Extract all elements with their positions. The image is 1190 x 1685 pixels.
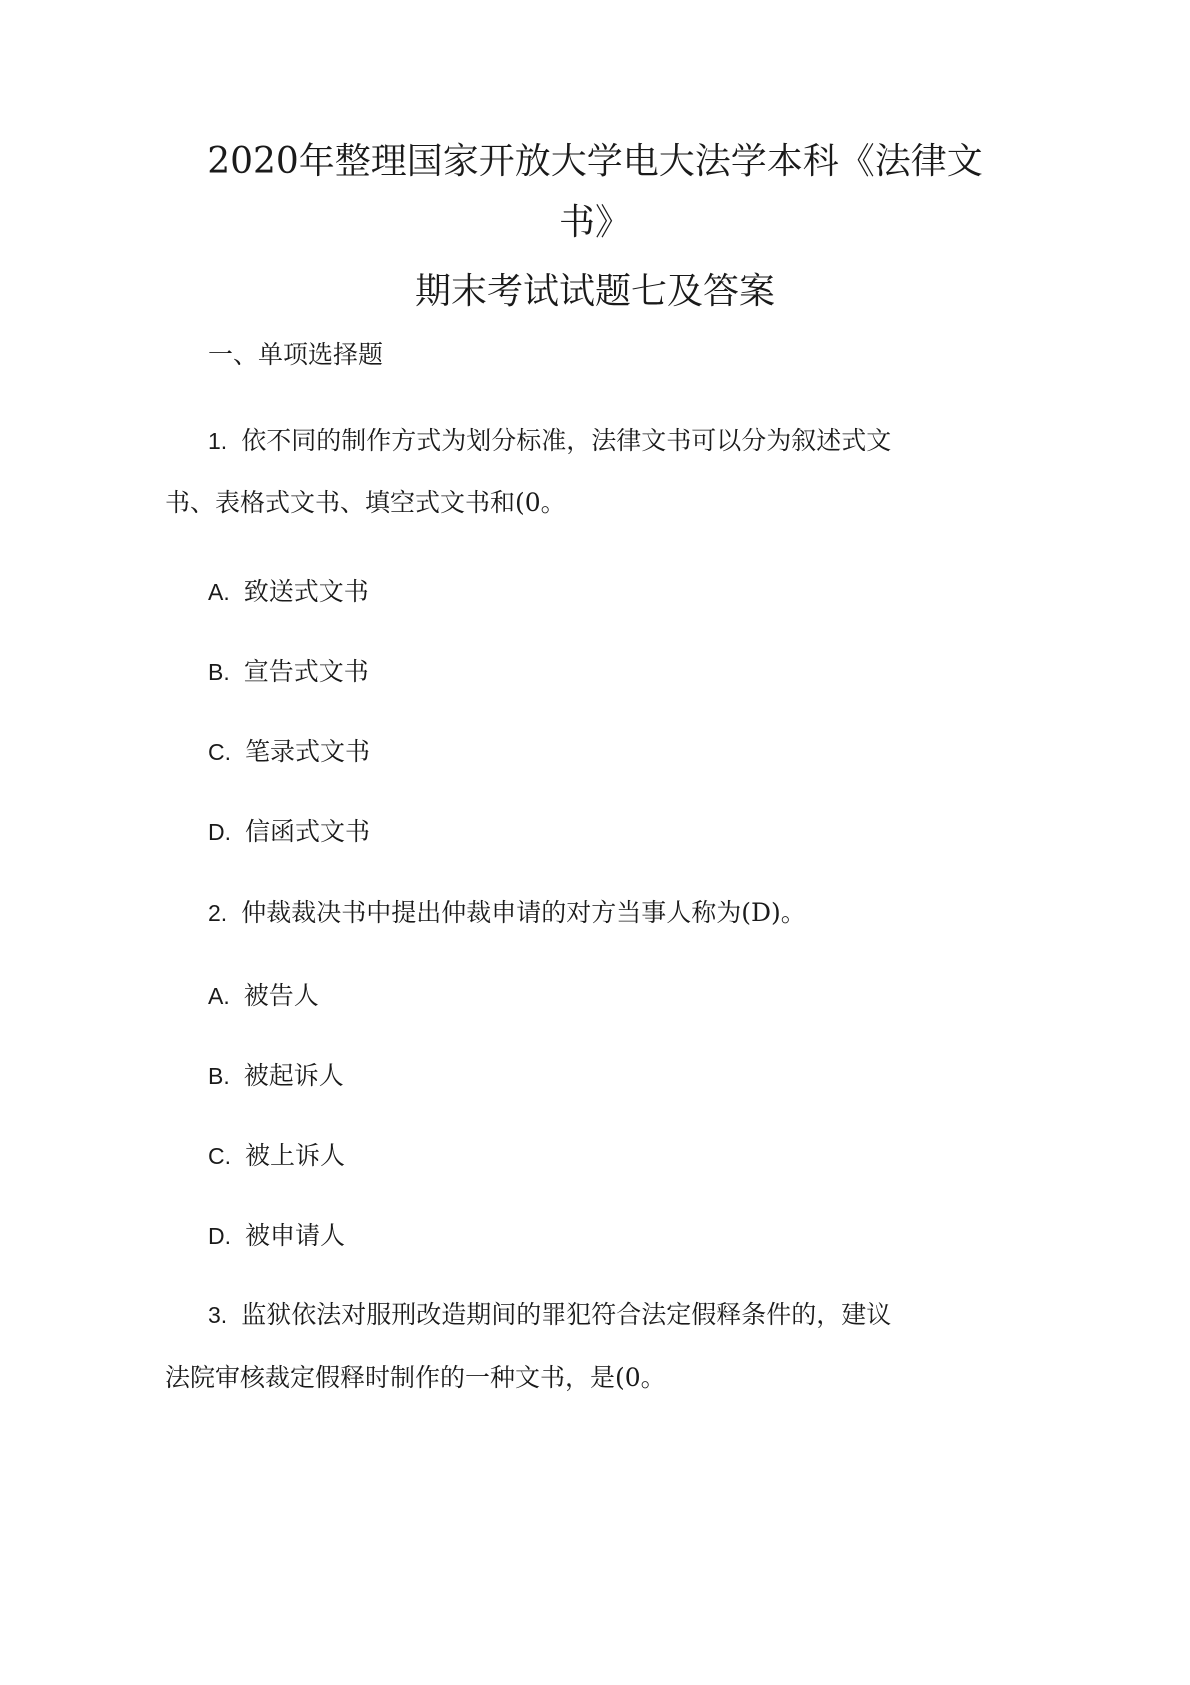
option-letter: A. (208, 983, 230, 1009)
option-2a (208, 979, 319, 1013)
question-3-continuation: 法院审核裁定假释时制作的一种文书，是(0。 (165, 1363, 666, 1392)
option-1c (208, 735, 370, 769)
title-line-2: 书》 (558, 202, 631, 243)
option-letter: D. (208, 1223, 231, 1249)
option-text: 笔录式文书 (245, 737, 371, 766)
question-text: 仲裁裁决书中提出仲裁申请的对方当事人称为(D)。 (241, 898, 806, 927)
title-line-1: 2020年整理国家开放大学电大法学本科《法律文 (207, 141, 983, 182)
option-text: 被上诉人 (245, 1141, 346, 1170)
question-number: 2. (208, 900, 228, 926)
option-2d (208, 1219, 345, 1253)
option-1b (208, 655, 369, 689)
option-text: 被告人 (243, 981, 319, 1010)
question-text: 依不同的制作方式为划分标准，法律文书可以分为叙述式文 (241, 426, 892, 455)
title-line-3: 期末考试试题七及答案 (414, 271, 775, 312)
option-letter: C. (208, 1143, 231, 1169)
question-text: 监狱依法对服刑改造期间的罪犯符合法定假释条件的，建议 (241, 1300, 892, 1329)
option-letter: C. (208, 739, 231, 765)
option-text: 宣告式文书 (243, 657, 369, 686)
option-2c (208, 1139, 345, 1173)
option-text: 被起诉人 (243, 1061, 344, 1090)
question-number: 3. (208, 1302, 228, 1328)
option-letter: D. (208, 819, 231, 845)
option-text: 信函式文书 (245, 817, 371, 846)
option-letter: B. (208, 659, 230, 685)
option-1d (208, 815, 370, 849)
question-1 (208, 424, 891, 458)
option-letter: A. (208, 579, 230, 605)
question-2 (208, 896, 806, 930)
section-heading: 一、单项选择题 (208, 340, 384, 369)
question-1-continuation: 书、表格式文书、填空式文书和(0。 (165, 488, 566, 517)
question-3 (208, 1298, 891, 1332)
question-number: 1. (208, 428, 228, 454)
option-letter: B. (208, 1063, 230, 1089)
option-text: 被申请人 (245, 1221, 346, 1250)
option-1a (208, 575, 369, 609)
option-2b (208, 1059, 344, 1093)
option-text: 致送式文书 (243, 577, 369, 606)
